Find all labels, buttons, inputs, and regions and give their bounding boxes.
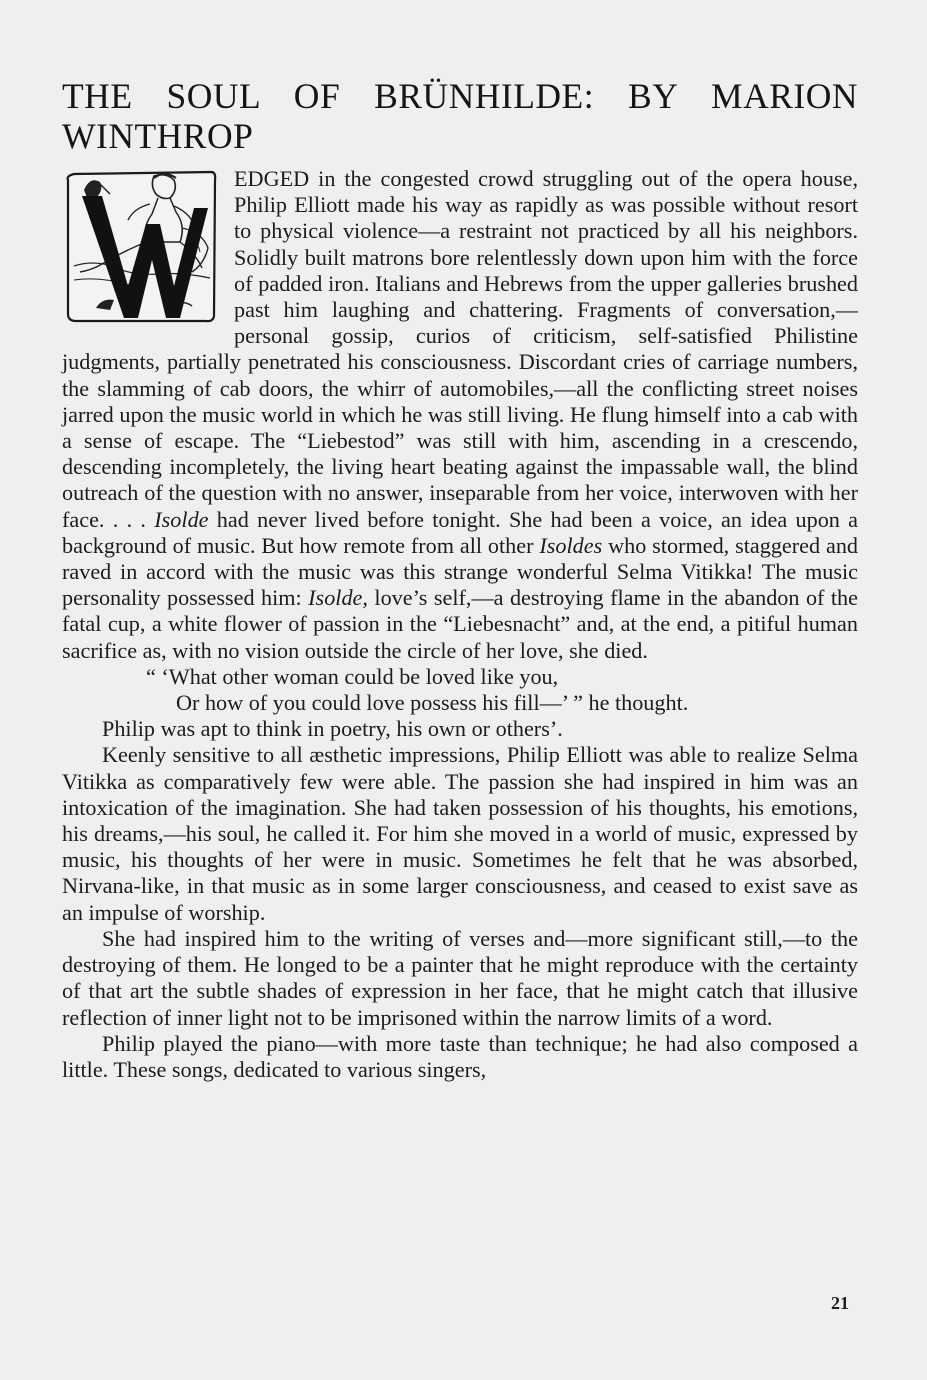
- paragraph-4: She had inspired him to the writing of verses and—more significant still,—to the destroying of them. He longed to be a painter that he might reproduce with the certainty of that art the subtle shades of expression in her face, that he might catch that illusive reflection of inner light not to be imprisoned within the narrow limits of a word.: [62, 925, 858, 1030]
- paragraph-3: Keenly sensitive to all æsthetic impressions, Philip Elliott was able to realize Selma Vitikka as comparatively few were able. The passion she had inspired in him was an intoxication of the imagination. She had taken possession of his thoughts, his emotions, his dreams,—his soul, he called it. For him she moved in a world of music, expressed by music, his thoughts of her were in music. Sometimes he felt that he was absorbed, Nirvana-like, in that music as in some larger consciousness, and ceased to exist save as an impulse of worship.: [62, 742, 858, 925]
- verse-line-2: Or how of you could love possess his fill—’ ” he thought.: [176, 690, 689, 716]
- paragraph-5: Philip played the piano—with more taste than technique; he had also composed a little. These songs, dedicated to various singers,: [62, 1030, 858, 1082]
- opening-text-mid-2: who stormed, staggered and raved in accord with the music was this strange wonderful Selma Vitikka! The music personality possessed him:: [62, 532, 859, 611]
- page: [62, 76, 858, 1083]
- verse-line-1: “ ‘What other woman could be loved like you,: [146, 663, 559, 689]
- italic-isoldes: Isoldes: [539, 532, 603, 558]
- italic-isolde-1: Isolde: [154, 506, 209, 532]
- opening-text-end: love’s self,—a destroying flame in the abandon of the fatal cup, a white flower of passion in the “Liebesnacht” and, at the end, a pitiful human sacrifice as, with no vision outside the circle of her love, she died.: [62, 585, 858, 663]
- illustrated-drop-cap-w-with-figure-icon: [62, 168, 218, 325]
- verse-quotation: [62, 664, 858, 716]
- page-number: 21: [831, 1293, 849, 1313]
- opening-text: EDGED in the congested crowd struggling out of the opera house, Philip Elliott made his way as rapidly as was possible without resort to physical violence—a restraint not practiced by all his neighbors. Solidly built matrons bore relentlessly down upon him with the force of padded iron. Italians and Hebrews from the upper galleries brushed past him laughing and chattering. Fragments of conversation,—personal gossip, curios of criticism, self-satisfied Philistine judgments, partially penetrated his consciousness. Discordant cries of carriage numbers, the slamming of cab doors, the whirr of automobiles,—all the conflicting street noises jarred upon the music world in which he was still living. He flung himself into a cab with a sense of escape. The “Liebestod” was still with him, ascending in a crescendo, descending incompletely, the living heart beating against the impassable wall, the blind outreach of the question with no answer, inseparable from her voice, interwoven with her face. . . .: [62, 166, 858, 532]
- paragraph-2: Philip was apt to think in poetry, his own or others’.: [102, 716, 563, 742]
- italic-isolde-2: Isolde,: [308, 585, 368, 611]
- opening-text-mid-1: had never lived before tonight. She had been a voice, an idea upon a background of music. But how remote from all other: [62, 506, 859, 558]
- article-title: THE SOUL OF BRÜNHILDE: BY MARION WINTHROP: [62, 76, 858, 156]
- article-body: [62, 166, 858, 1083]
